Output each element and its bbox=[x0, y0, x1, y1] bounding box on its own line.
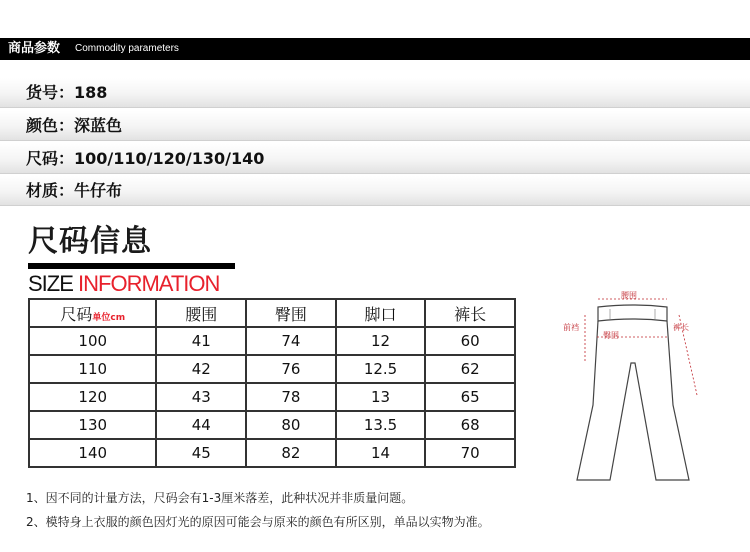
header-size-label: 尺码 bbox=[60, 304, 93, 324]
section-title-cn: 商品参数 bbox=[8, 41, 61, 56]
table-cell: 13 bbox=[336, 383, 426, 411]
table-cell: 12 bbox=[336, 327, 426, 355]
table-cell: 80 bbox=[246, 411, 336, 439]
size-table bbox=[28, 298, 516, 468]
table-cell: 62 bbox=[425, 355, 515, 383]
table-cell: 70 bbox=[425, 439, 515, 467]
section-header-bar bbox=[0, 38, 750, 60]
note-line-1: 1、因不同的计量方法，尺码会有1-3厘米落差，此种状况并非质量问题。 bbox=[26, 491, 414, 505]
table-row bbox=[29, 355, 515, 383]
pants-measurement-diagram bbox=[555, 285, 705, 485]
table-cell: 13.5 bbox=[336, 411, 426, 439]
table-cell: 130 bbox=[29, 411, 156, 439]
header-size bbox=[29, 299, 156, 327]
param-row-size bbox=[0, 144, 750, 174]
table-row bbox=[29, 383, 515, 411]
table-cell: 12.5 bbox=[336, 355, 426, 383]
param-row-item-number bbox=[0, 78, 750, 108]
note-line-2: 2、模特身上衣服的颜色因灯光的原因可能会与原来的颜色有所区别，单品以实物为准。 bbox=[26, 515, 490, 529]
param-row-material bbox=[0, 176, 750, 206]
table-cell: 45 bbox=[156, 439, 246, 467]
table-cell: 42 bbox=[156, 355, 246, 383]
table-cell: 60 bbox=[425, 327, 515, 355]
header-length: 裤长 bbox=[425, 299, 515, 327]
table-row bbox=[29, 411, 515, 439]
subtitle-part-size: SIZE bbox=[28, 271, 73, 296]
param-row-color bbox=[0, 111, 750, 141]
table-row bbox=[29, 327, 515, 355]
param-text: 尺码：100/110/120/130/140 bbox=[26, 149, 265, 168]
diagram-label-length: 裤长 bbox=[673, 323, 689, 332]
table-cell: 140 bbox=[29, 439, 156, 467]
table-cell: 44 bbox=[156, 411, 246, 439]
table-cell: 43 bbox=[156, 383, 246, 411]
table-cell: 120 bbox=[29, 383, 156, 411]
diagram-label-rise: 前裆 bbox=[563, 323, 579, 332]
table-cell: 78 bbox=[246, 383, 336, 411]
table-cell: 14 bbox=[336, 439, 426, 467]
pants-outline-icon bbox=[555, 285, 705, 485]
subtitle-part-information: INFORMATION bbox=[72, 271, 220, 296]
header-hem: 脚口 bbox=[336, 299, 426, 327]
table-cell: 76 bbox=[246, 355, 336, 383]
diagram-label-hip: 臀围 bbox=[603, 331, 619, 340]
unit-label: 单位cm bbox=[92, 312, 126, 323]
table-header-row bbox=[29, 299, 515, 327]
table-cell: 65 bbox=[425, 383, 515, 411]
param-text: 材质：牛仔布 bbox=[26, 181, 123, 200]
param-text: 货号：188 bbox=[26, 83, 108, 102]
header-hip: 臀围 bbox=[246, 299, 336, 327]
section-title-en: Commodity parameters bbox=[75, 43, 179, 54]
table-cell: 82 bbox=[246, 439, 336, 467]
table-cell: 100 bbox=[29, 327, 156, 355]
table-cell: 110 bbox=[29, 355, 156, 383]
size-info-subtitle bbox=[28, 270, 219, 298]
param-text: 颜色：深蓝色 bbox=[26, 116, 123, 135]
size-info-title: 尺码信息 bbox=[28, 224, 152, 259]
diagram-label-waist: 腰围 bbox=[621, 291, 637, 300]
header-waist: 腰围 bbox=[156, 299, 246, 327]
table-cell: 68 bbox=[425, 411, 515, 439]
table-row bbox=[29, 439, 515, 467]
title-underline bbox=[28, 263, 235, 269]
table-cell: 74 bbox=[246, 327, 336, 355]
table-cell: 41 bbox=[156, 327, 246, 355]
